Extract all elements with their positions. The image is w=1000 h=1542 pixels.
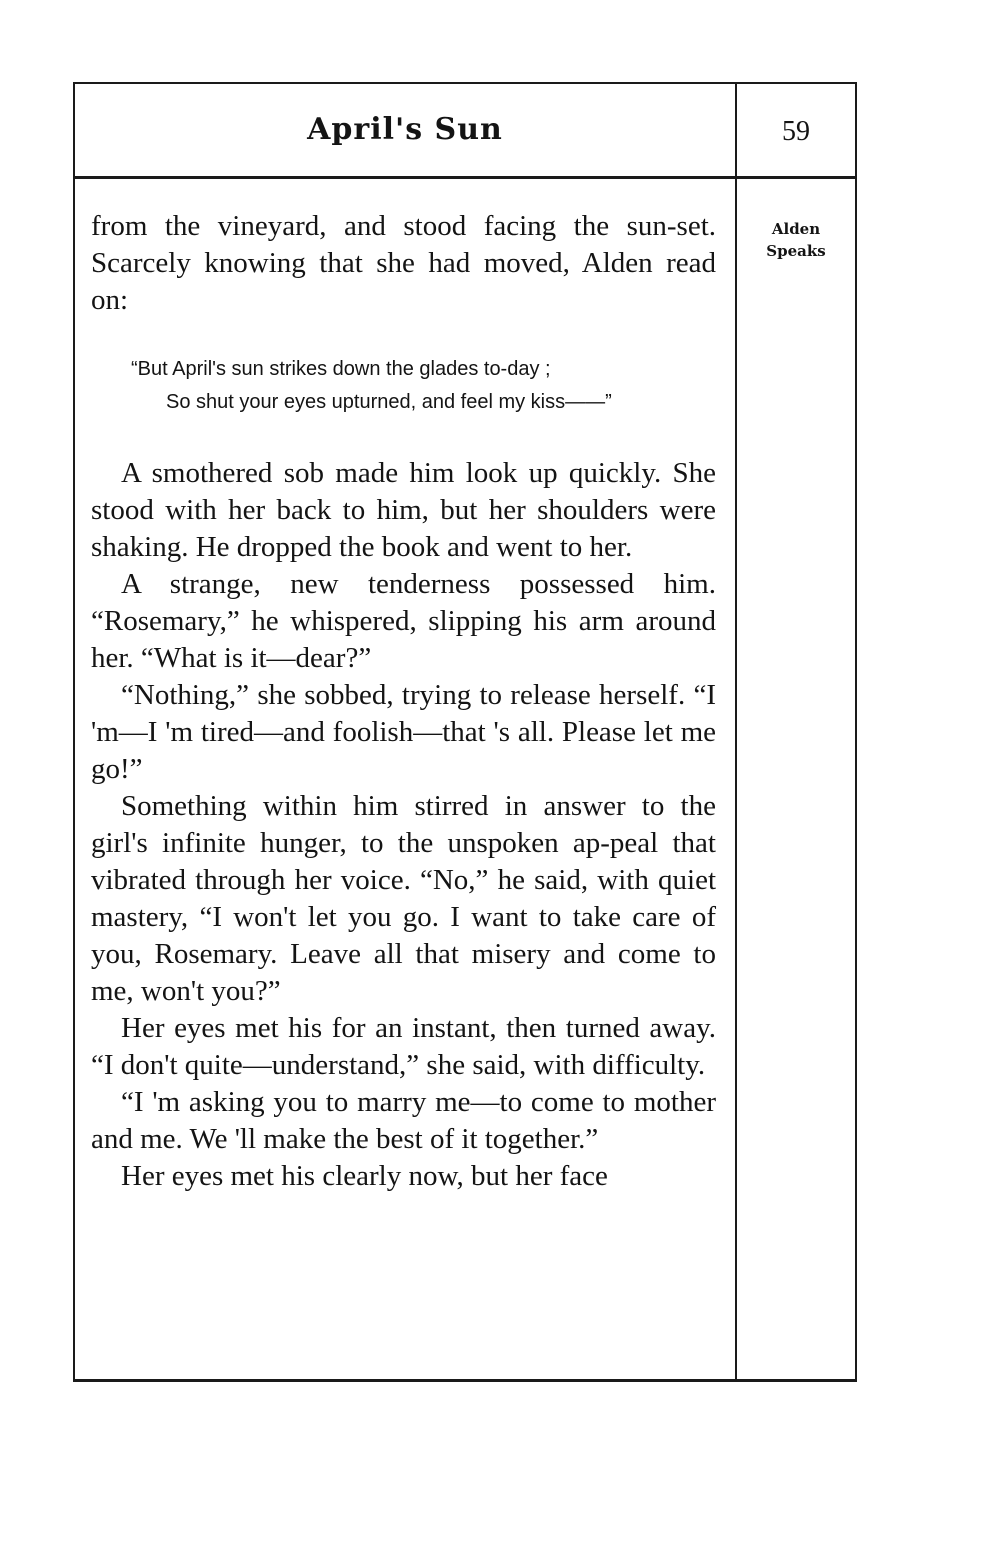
page-frame — [73, 82, 857, 1382]
verse-line-2: So shut your eyes upturned, and feel my kiss——” — [166, 391, 612, 413]
page-number: 59 — [782, 116, 810, 147]
running-title: April's Sun — [307, 112, 503, 147]
paragraph-3: A strange, new tenderness possessed him. “Rosemary,” he whispered, slipping his arm around her. “What is it—dear?” — [91, 568, 716, 674]
verse-quote — [91, 353, 716, 419]
marginal-note — [737, 218, 855, 262]
verse-line-1: “But April's sun strikes down the glades to-day ; — [131, 358, 551, 380]
header-rule — [75, 176, 855, 179]
body-text — [91, 208, 716, 1195]
paragraph-8: Her eyes met his clearly now, but her face — [121, 1160, 608, 1192]
paragraph-4: “Nothing,” she sobbed, trying to release herself. “I 'm—I 'm tired—and foolish—that 's all. Please let me go!” — [91, 679, 716, 785]
margin-column-rule — [735, 84, 737, 1379]
marginal-note-line-1: Alden — [771, 220, 821, 238]
paragraph-1: from the vineyard, and stood facing the sun-set. Scarcely knowing that she had moved, Alden read on: — [91, 210, 716, 316]
paragraph-7: “I 'm asking you to marry me—to come to mother and me. We 'll make the best of it together.” — [91, 1086, 716, 1155]
marginal-note-line-2: Speaks — [766, 242, 826, 260]
paragraph-2: A smothered sob made him look up quickly. She stood with her back to him, but her shoulders were shaking. He dropped the book and went to her. — [91, 457, 716, 563]
paragraph-6: Her eyes met his for an instant, then turned away. “I don't quite—understand,” she said, with difficulty. — [91, 1012, 716, 1081]
paragraph-5: Something within him stirred in answer to the girl's infinite hunger, to the unspoken ap-peal that vibrated through her voice. “No,” he said, with quiet mastery, “I won't let you go. I want to take care of you, Rosemary. Leave all that misery and come to me, won't you?” — [91, 790, 716, 1007]
